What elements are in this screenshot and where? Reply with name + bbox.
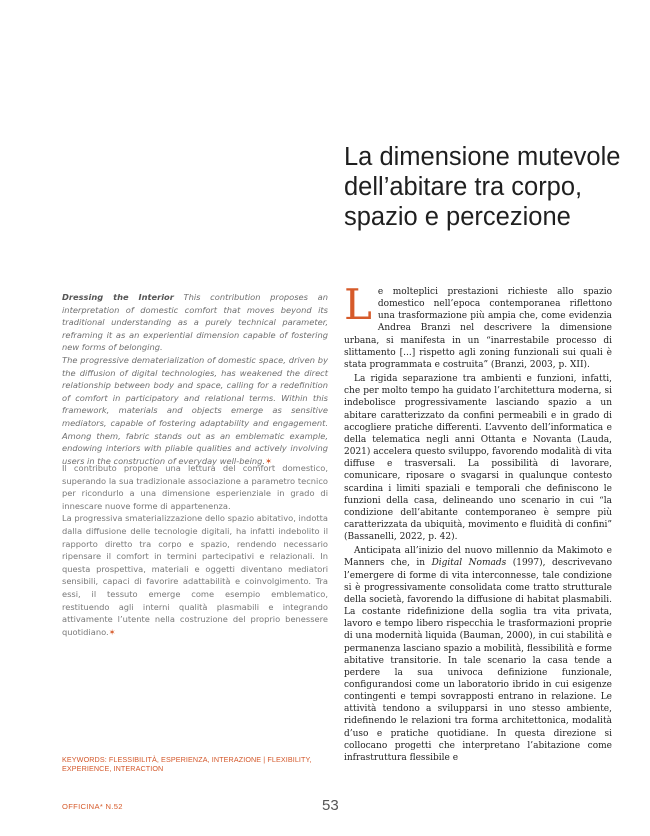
- abstract-lead: Dressing the Interior: [62, 292, 174, 302]
- body-paragraph-2: La rigida separazione tra ambienti e funzioni, infatti, che per molto tempo ha guidato l’architettura moderna, si indebolisce progressivamente lasciando spazio a un abitare caratterizzato da confini permeabili e in grado di accogliere pratiche differenti. L’avvento dell’informatica e della telematica negli anni Ottanta e Novanta (Lauda, 2021) accelera questo sviluppo, favorendo modalità di vita diffuse e trasversali. La possibilità di lavorare, comunicare, riposare o svagarsi in qualunque contesto scardina i limiti spaziali e temporali che definiscono le funzioni della casa, delineando uno scenario in cui “la condizione dell’abitante contemporaneo è sempre più caratterizzata da ubiquità, movimento e fluidità di confini” (Bassanelli, 2022, p. 42).: [344, 374, 612, 543]
- abstract-english: [62, 291, 328, 467]
- page-number: 53: [322, 797, 339, 814]
- journal-name: OFFICINA* N.52: [62, 802, 123, 811]
- body-paragraph-1: e molteplici prestazioni richieste allo spazio domestico nell’epoca contemporanea riflettono una trasformazione più ampia che, come evidenzia Andrea Branzi nel descrivere la dimensione urbana, si manifesta in un “inarrestabile processo di slittamento [...] rispetto agli zoning funzionali sui quali è stata programmata e costruita” (Branzi, 2003, p. XII).: [344, 287, 612, 370]
- abstract-italian: [62, 462, 328, 638]
- abstract-it-paragraph-2: La progressiva smaterializzazione dello spazio abitativo, indotta dalla diffusione delle tecnologie digitali, ha infatti indebolito il rapporto diretto tra corpo e spazio, rendendo necessario ripensare il comfort in termini partecipativi e relazionali. In questa prospettiva, materiali e oggetti diventano mediatori sensibili, capaci di favorire adattabilità e coinvolgimento. Tra essi, il tessuto emerge come esempio emblematico, restituendo agli interni qualità plasmabili e integrando attivamente l’utente nella costruzione del proprio benessere quotidiano.: [62, 513, 328, 637]
- end-mark-icon: ✶: [108, 626, 116, 637]
- keywords: KEYWORDS: FLESSIBILITÀ, ESPERIENZA, INTERAZIONE | FLEXIBILITY, EXPERIENCE, INTERACTION: [62, 755, 312, 774]
- abstract-en-paragraph-2: The progressive dematerialization of domestic space, driven by the diffusion of digital technologies, has weakened the direct relationship between body and space, calling for a redefinition of comfort in participatory and relational terms. Within this framework, materials and objects emerge as sensitive mediators, capable of fostering adaptability and engagement. Among them, fabric stands out as an emblematic example, endowing interiors with pliable qualities and actively involving users in the construction of everyday well-being.: [62, 354, 328, 466]
- book-title: Digital Nomads: [431, 558, 507, 569]
- article-body: [344, 280, 612, 766]
- abstract-it-paragraph-1: Il contributo propone una lettura del comfort domestico, superando la sua tradizionale associazione a parametro tecnico per ricondurlo a una dimensione esperienziale in grado di innescare nuove forme di appartenenza.: [62, 463, 328, 511]
- drop-cap: L: [344, 280, 372, 329]
- abstract-en-paragraph-1: This contribution proposes an interpretation of domestic comfort that moves beyond its traditional understanding as a purely technical parameter, reframing it as an experiential dimension capable of fostering new forms of belonging.: [62, 292, 329, 353]
- article-title: La dimensione mutevole dell’abitare tra corpo, spazio e percezione: [344, 143, 621, 231]
- end-mark-icon: ✶: [265, 455, 273, 466]
- body-paragraph-3: Anticipata all’inizio del nuovo millennio da Makimoto e Manners che, in Digital Nomads (1997), descrivevano l’emergere di forme di vita interconnesse, tale condizione si è progressivamente consolidata come tratto strutturale della società, favorendo la diffusione di habitat plasmabili. La costante ridefinizione della soglia tra vita privata, lavoro e tempo libero rispecchia le trasformazioni proprie di una modernità liquida (Bauman, 2000), in cui stabilità e permanenza lasciano spazio a mobilità, flessibilità e forme abitative transitorie. In tale scenario la casa tende a perdere la sua univoca definizione funzionale, configurandosi come un laboratorio ibrido in cui esigenze contingenti e tempi sovrapposti entrano in relazione. Le attività tendono a svilupparsi in uno stesso ambiente, ridefinendo le relazioni tra forma architettonica, modalità d’uso e pratiche quotidiane. In questa direzione si collocano progetti che interpretano l’abitazione come infrastruttura flessibile e: [344, 546, 612, 763]
